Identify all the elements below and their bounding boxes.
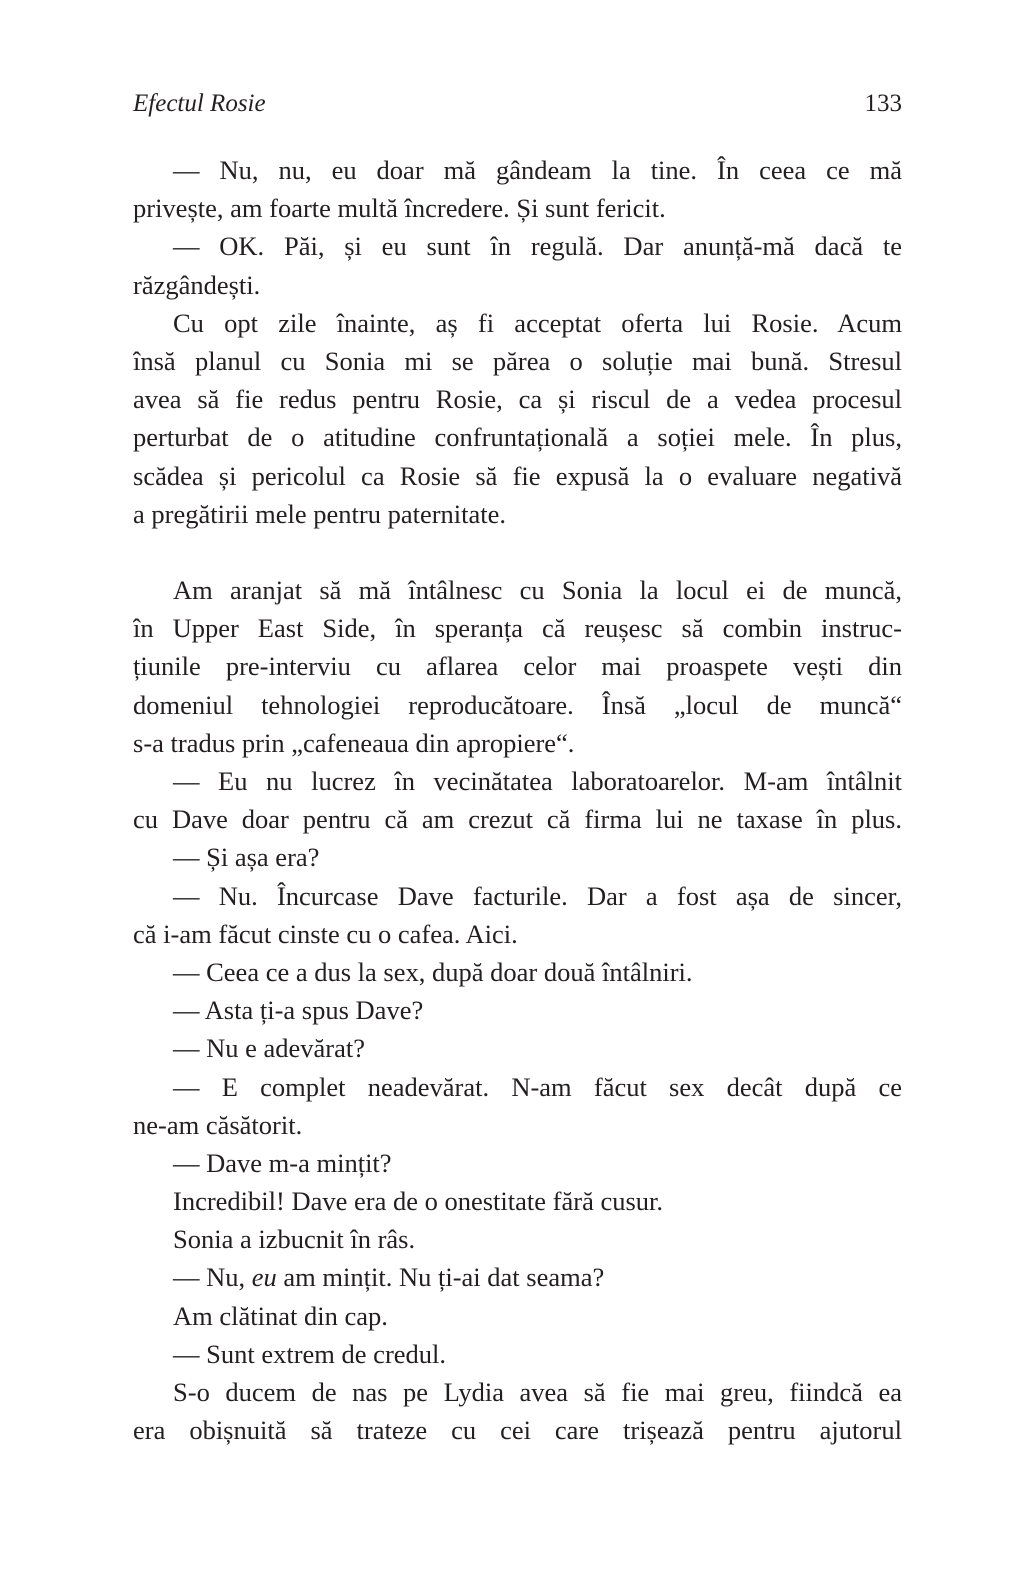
- text-segment: am mințit. Nu ți-ai dat seama?: [276, 1262, 605, 1293]
- text-line: Am aranjat să mă întâlnesc cu Sonia la locul ei de muncă,: [173, 575, 902, 606]
- text-line: Sonia a izbucnit în râs.: [173, 1224, 416, 1255]
- running-title: Efectul Rosie: [133, 90, 266, 117]
- text-line: răzgândești.: [133, 269, 261, 300]
- text-segment: — Nu,: [173, 1262, 252, 1293]
- text-line: privește, am foarte multă încredere. Și sunt fericit.: [133, 193, 666, 224]
- text-line: domeniul tehnologiei reproducătoare. Însă „locul de muncă“: [133, 689, 902, 720]
- text-line: — Sunt extrem de credul.: [173, 1338, 447, 1369]
- text-line: era obișnuită să trateze cu cei care trișează pentru ajutorul: [133, 1415, 902, 1446]
- text-line: avea să fie redus pentru Rosie, ca și riscul de a vedea procesul: [133, 384, 902, 415]
- text-line: S-o ducem de nas pe Lydia avea să fie mai greu, fiindcă ea: [173, 1377, 902, 1407]
- text-line: țiunile pre-interviu cu aflarea celor mai proaspete vești din: [133, 651, 902, 682]
- text-line: — Ceea ce a dus la sex, după doar două întâlniri.: [173, 956, 693, 987]
- section-break: [133, 533, 902, 571]
- italic-emphasis: eu: [251, 1262, 277, 1293]
- text-line: — Nu. Încurcase Dave facturile. Dar a fost așa de sincer,: [173, 880, 902, 911]
- text-line: Cu opt zile înainte, aș fi acceptat oferta lui Rosie. Acum: [173, 307, 902, 338]
- text-line: — Eu nu lucrez în vecinătatea laboratoarelor. M-am întâlnit: [173, 766, 902, 796]
- text-line: — Nu, nu, eu doar mă gândeam la tine. În ceea ce mă: [173, 155, 902, 185]
- text-line: s-a tradus prin „cafeneaua din apropiere“.: [133, 727, 575, 758]
- text-line: — E complet neadevărat. N-am făcut sex decât după ce: [173, 1071, 902, 1102]
- text-line: [133, 1258, 902, 1296]
- text-line: cu Dave doar pentru că am crezut că firma lui ne taxase în plus.: [133, 804, 902, 835]
- text-line: că i-am făcut cinste cu o cafea. Aici.: [133, 918, 518, 949]
- text-line: Am clătinat din cap.: [173, 1300, 388, 1331]
- text-line: — Nu e adevărat?: [173, 1033, 366, 1064]
- text-line: ne-am căsătorit.: [133, 1109, 303, 1140]
- text-line: — Dave m-a mințit?: [173, 1147, 392, 1178]
- text-line: însă planul cu Sonia mi se părea o soluție mai bună. Stresul: [133, 345, 902, 376]
- text-line: perturbat de o atitudine confruntațională a soției mele. În plus,: [133, 422, 902, 453]
- text-line: în Upper East Side, în speranța că reușesc să combin instruc-: [133, 613, 902, 644]
- text-line: — Și așa era?: [173, 842, 320, 873]
- text-line: a pregătirii mele pentru paternitate.: [133, 498, 507, 529]
- body-text: [133, 151, 902, 1449]
- text-line: scădea și pericolul ca Rosie să fie expusă la o evaluare negativă: [133, 460, 902, 491]
- page-number: 133: [864, 90, 902, 117]
- text-line: — OK. Păi, și eu sunt în regulă. Dar anunță-mă dacă te: [173, 231, 902, 262]
- text-line: — Asta ți-a spus Dave?: [173, 995, 424, 1026]
- text-line: Incredibil! Dave era de o onestitate fără cusur.: [173, 1186, 664, 1217]
